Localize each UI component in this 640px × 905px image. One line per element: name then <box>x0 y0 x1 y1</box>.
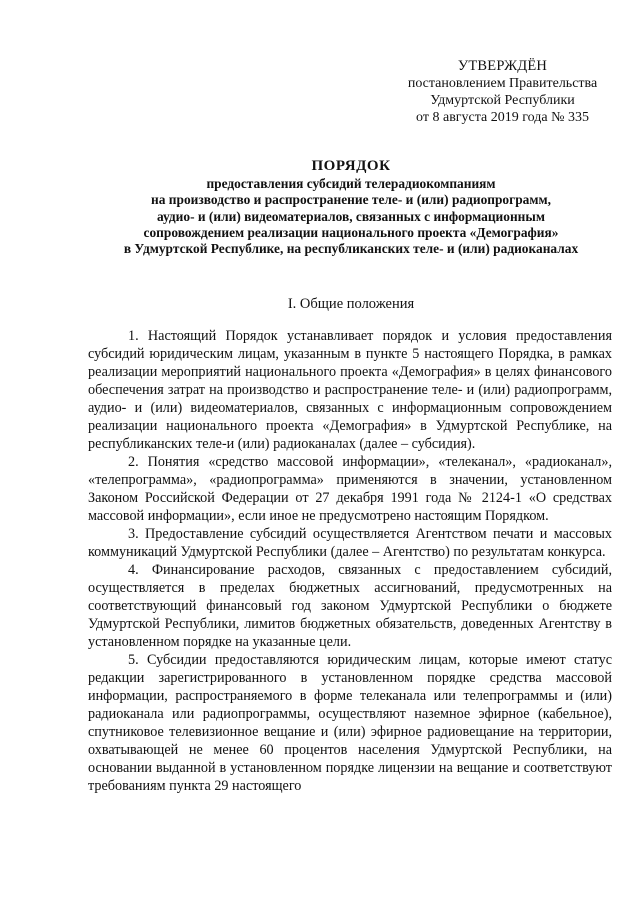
title-line-4: сопровождением реализации национального проекта «Демография» <box>143 224 559 240</box>
document-body <box>88 327 612 795</box>
paragraph-2: 2. Понятия «средство массовой информации», «телеканал», «радиоканал», «телепрограмма», «радиопрограмма» применяются в значении, установленном Законом Российской Федерации от 27 декабря 1991 года № 2124-1 «О средствах массовой информации», если иное не предусмотрено настоящим Порядком. <box>88 454 612 524</box>
approval-stamp-block <box>395 58 610 126</box>
title-line-2: на производство и распространение теле- и (или) радиопрограмм, <box>151 192 551 208</box>
section-heading: I. Общие положения <box>287 296 415 312</box>
paragraph-3: 3. Предоставление субсидий осуществляется Агентством печати и массовых коммуникаций Удмуртской Республики (далее – Агентство) по результатам конкурса. <box>88 526 612 560</box>
title-line-3: аудио- и (или) видеоматериалов, связанных с информационным <box>157 208 545 224</box>
document-title <box>88 158 614 257</box>
approval-heading: УТВЕРЖДЁН <box>457 58 548 74</box>
title-line-1: предоставления субсидий телерадиокомпаниям <box>206 176 496 192</box>
paragraph-4: 4. Финансирование расходов, связанных с предоставлением субсидий, осуществляется в пределах бюджетных ассигнований, предусмотренных на соответствующий финансовый год законом Удмуртской Республики о бюджете Удмуртской Республики, лимитов бюджетных обязательств, доведенных Агентству в установленном порядке на указанные цели. <box>88 562 612 650</box>
title-line-5: в Удмуртской Республике, на республиканских теле- и (или) радиоканалах <box>123 241 579 257</box>
title-main: ПОРЯДОК <box>311 158 391 174</box>
approval-line-2: Удмуртской Республики <box>430 93 575 108</box>
paragraph-1: 1. Настоящий Порядок устанавливает порядок и условия предоставления субсидий юридическим лицам, указанным в пункте 5 настоящего Порядка, в рамках реализации мероприятий национального проекта «Демография» в целях финансового обеспечения затрат на производство и распространение теле- и (или) радиопрограмм, аудио- и (или) видеоматериалов, связанных с информационным сопровождением реализации национального проекта «Демография» в Удмуртской Республике, на республиканских теле-и (или) радиоканалах (далее – субсидия). <box>88 328 612 452</box>
approval-line-3: от 8 августа 2019 года № 335 <box>416 110 589 125</box>
approval-line-1: постановлением Правительства <box>407 76 598 91</box>
paragraph-5: 5. Субсидии предоставляются юридическим лицам, которые имеют статус редакции зарегистрированного в установленном порядке средства массовой информации, распространяемого в форме телеканала или телепрограммы и (или) радиоканала или радиопрограммы, осуществляют наземное эфирное (кабельное), спутниковое телевизионное вещание и (или) эфирное радиовещание на территории, охватывающей не менее 60 процентов населения Удмуртской Республики, на основании выданной в установленном порядке лицензии на вещание и соответствуют требованиям пункта 29 настоящего <box>88 652 612 794</box>
